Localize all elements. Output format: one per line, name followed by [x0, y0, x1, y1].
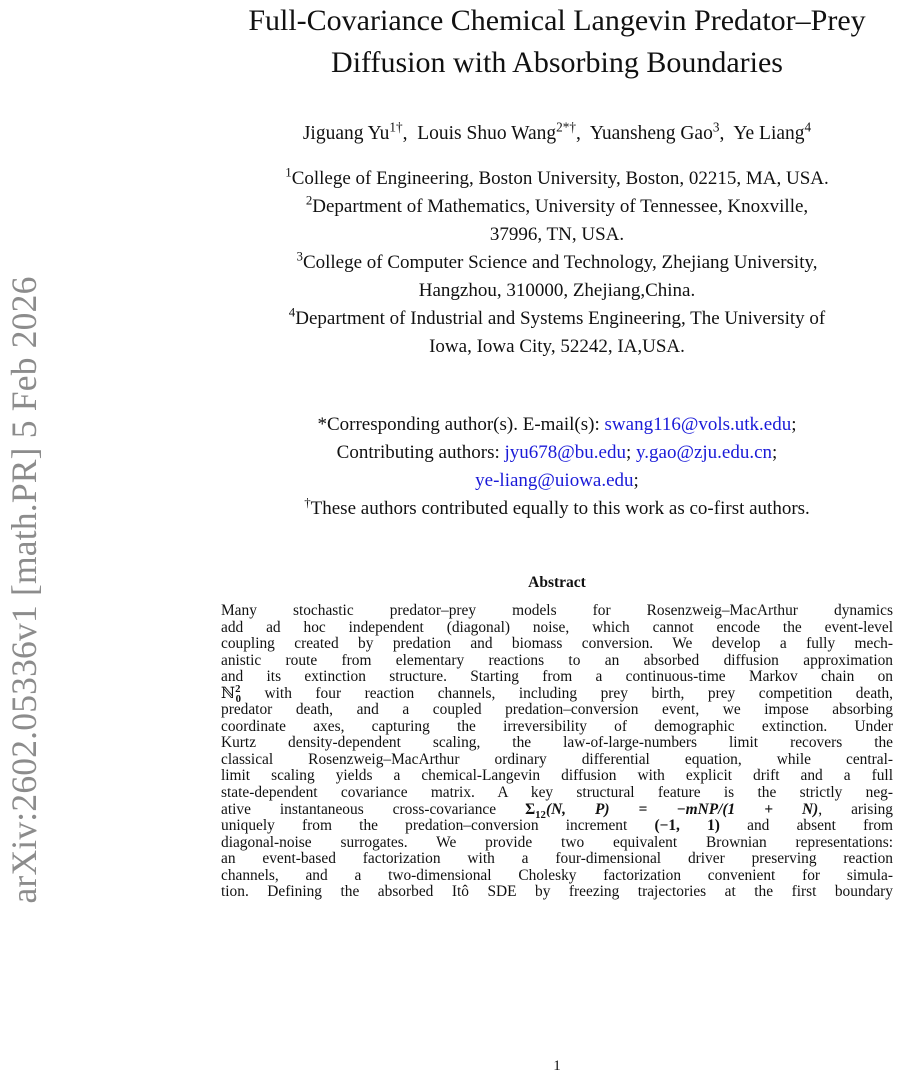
abstract-line — [221, 620, 893, 637]
affiliation-number: 3 — [296, 248, 303, 264]
math-expression: (N, P) = −mNP/(1 + N) — [545, 800, 819, 818]
affiliation-3-cont: Hangzhou, 310000, Zhejiang,China. — [418, 280, 696, 301]
dagger-mark: † — [304, 494, 311, 510]
abstract-text: coupling created by predation and biomass conversion. We develop a fully mech- — [221, 635, 893, 653]
abstract-line — [221, 802, 893, 819]
corresponding-line — [196, 411, 917, 439]
abstract-text: tion. Defining the absorbed Itô SDE by freezing trajectories at the first boundary — [221, 883, 893, 901]
separator: ; — [791, 414, 797, 435]
abstract-text: limit scaling yields a chemical-Langevin diffusion with explicit drift and a full — [221, 767, 893, 785]
affiliation-2 — [196, 193, 917, 221]
abstract-body — [221, 603, 893, 901]
affiliation-number: 2 — [305, 192, 313, 208]
abstract-line — [221, 636, 893, 653]
abstract-text: coordinate axes, capturing the irreversibility of demographic extinction. Under — [221, 717, 893, 735]
affiliation-4 — [196, 305, 917, 333]
abstract-text: channels, and a two-dimensional Cholesky factorization convenient for simula- — [221, 866, 893, 884]
abstract-text: , arising — [818, 800, 893, 818]
abstract-text: diagonal-noise surrogates. We provide two equivalent Brownian representations: — [221, 833, 893, 851]
author-name: Jiguang Yu — [302, 123, 390, 144]
email-link[interactable]: jyu678@bu.edu — [504, 442, 626, 463]
author-marks: 3 — [712, 119, 720, 135]
math-expression: 2 — [235, 682, 241, 695]
affiliation-3 — [196, 249, 917, 277]
contributing-line — [196, 439, 917, 467]
abstract-line — [221, 835, 893, 852]
abstract-text: predator death, and a coupled predation–conversion event, we impose absorbing — [221, 701, 893, 719]
email-link[interactable]: swang116@vols.utk.edu — [604, 414, 792, 435]
abstract-line — [221, 768, 893, 785]
abstract-text: and its extinction structure. Starting from a continuous-time Markov chain on — [221, 668, 893, 686]
math-expression: Σ — [525, 800, 536, 818]
email-link[interactable]: ye-liang@uiowa.edu — [475, 470, 634, 491]
paper-title — [196, 0, 917, 84]
author-name: Ye Liang — [733, 123, 805, 144]
abstract-line — [221, 884, 893, 901]
title-line: Full-Covariance Chemical Langevin Predator–Prey — [248, 4, 866, 37]
contributing-line-cont — [196, 467, 917, 495]
abstract-line — [221, 752, 893, 769]
affiliation-text: College of Computer Science and Technology, Zhejiang University, — [302, 252, 818, 273]
affiliation-text: College of Engineering, Boston University, Boston, 02215, MA, USA. — [291, 168, 829, 189]
author-marks: 1† — [389, 119, 403, 135]
arxiv-identifier: arXiv:2602.05336v1 [math.PR] 5 Feb 2026 — [4, 276, 44, 904]
affiliation-4-cont: Iowa, Iowa City, 52242, IA,USA. — [429, 336, 685, 357]
abstract-text: an event-based factorization with a four-dimensional driver preserving reaction — [221, 850, 893, 868]
abstract-text: Many stochastic predator–prey models for Rosenzweig–MacArthur dynamics — [221, 602, 893, 619]
correspondence — [196, 411, 917, 523]
author-marks: 2*† — [556, 119, 576, 135]
abstract-text: classical Rosenzweig–MacArthur ordinary differential equation, while central- — [221, 750, 893, 768]
affiliations — [196, 165, 917, 361]
abstract-text: ative instantaneous cross-covariance — [221, 800, 526, 818]
corresponding-label: *Corresponding author(s). E-mail(s): — [317, 414, 605, 435]
email-link[interactable]: y.gao@zju.edu.cn — [636, 442, 773, 463]
abstract-line — [221, 653, 893, 670]
abstract-line — [221, 719, 893, 736]
separator: ; — [625, 442, 632, 463]
author-name: Louis Shuo Wang — [417, 123, 557, 144]
abstract-text: Kurtz density-dependent scaling, the law-of-large-numbers limit recovers the — [221, 734, 893, 752]
abstract-text: add ad hoc independent (diagonal) noise, which cannot encode the event-level — [221, 618, 893, 636]
contributing-label: Contributing authors: — [336, 442, 505, 463]
abstract-text: uniquely from the predation–conversion increment — [221, 817, 655, 835]
separator: ; — [772, 442, 778, 463]
abstract-text: state-dependent covariance matrix. A key structural feature is the strictly neg- — [221, 784, 893, 802]
author-name: Yuansheng Gao — [589, 123, 713, 144]
abstract-line — [221, 735, 893, 752]
separator: ; — [633, 470, 639, 491]
abstract-text: anistic route from elementary reactions to an absorbed diffusion approximation — [221, 651, 893, 669]
abstract-line — [221, 785, 893, 802]
affiliation-text: Department of Industrial and Systems Engineering, The University of — [295, 308, 826, 329]
affiliation-text: Department of Mathematics, University of Tennessee, Knoxville, — [312, 196, 809, 217]
affiliation-number: 4 — [288, 304, 296, 320]
abstract-line — [221, 702, 893, 719]
affiliation-2-cont: 37996, TN, USA. — [489, 224, 625, 245]
math-expression: 0 — [235, 692, 242, 705]
equal-contribution-text: These authors contributed equally to this work as co-first authors. — [310, 498, 810, 519]
abstract-line — [221, 669, 893, 686]
arxiv-stamp — [0, 0, 50, 1076]
equal-contribution-note — [196, 495, 917, 523]
title-line: Diffusion with Absorbing Boundaries — [331, 46, 783, 79]
page-number: 1 — [553, 1058, 561, 1074]
math-expression: 12 — [535, 808, 546, 821]
math-expression: (−1, 1) — [654, 817, 720, 835]
abstract-line — [221, 818, 893, 835]
author-list: Jiguang $Yu^{1\dagger}$, Louis Shuo Wang$^{2*\dagger}$, Yuansheng Gao$^3$, Ye Liang$^4$ — [302, 119, 812, 144]
abstract-text: with four reaction channels, including prey birth, prey competition death, — [241, 684, 893, 702]
abstract-line — [221, 868, 893, 885]
affiliation-number: 1 — [285, 164, 292, 180]
abstract-text: and absent from — [719, 817, 894, 835]
abstract-heading: Abstract — [528, 574, 586, 591]
math-expression: ℕ — [221, 684, 236, 702]
abstract-line — [221, 851, 893, 868]
abstract-line — [221, 603, 893, 620]
abstract-line — [221, 682, 893, 705]
author-marks: 4 — [804, 119, 812, 135]
affiliation-1 — [196, 165, 917, 193]
